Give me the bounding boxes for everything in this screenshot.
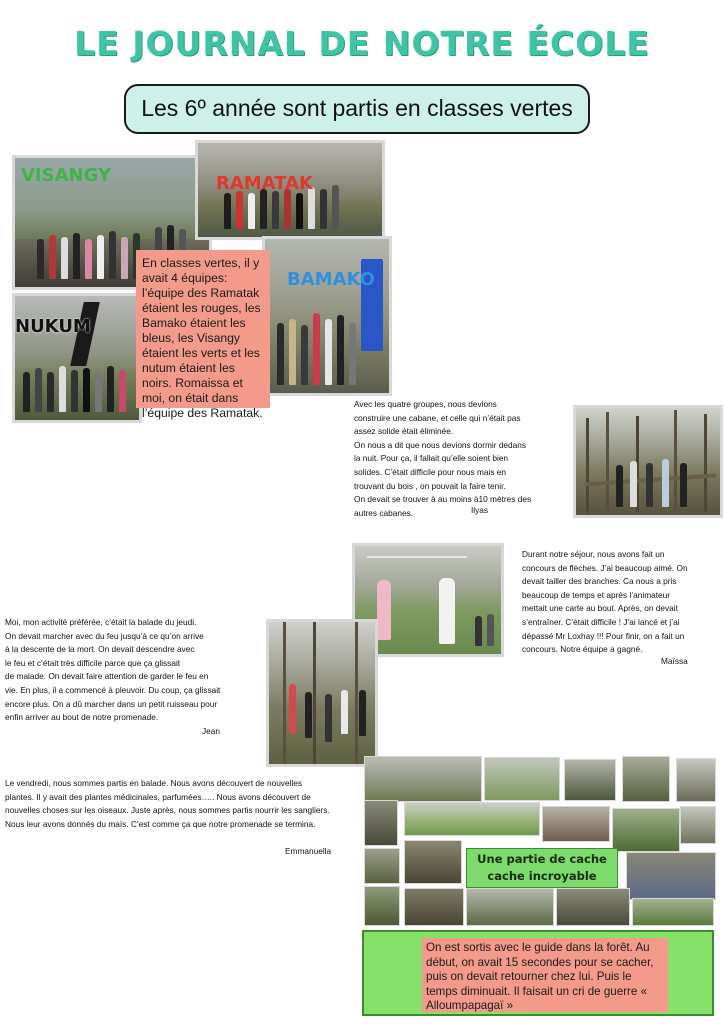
article-maissa — [522, 548, 722, 657]
text-line: construire une cabane, et celle qui n’était pas — [354, 412, 521, 423]
guide-story-text: On est sortis avec le guide dans la forêt. Au début, on avait 15 secondes pour se cacher, puis on devait retourner chez lui. Puis le temps diminuait. Il faisait un cri de guerre « Alloumpapagaï » — [422, 938, 668, 1012]
text-line: concours. Notre équipe a gagné. — [522, 644, 643, 655]
text-line: encore plus. On a dû marcher dans un petit ruisseau pour — [5, 698, 218, 709]
text-line: devait tailler des branches. Ca nous a pris — [522, 576, 677, 587]
text-line: solides. C’était difficile pour nous mais en — [354, 466, 507, 477]
photo-team-bamako — [262, 236, 392, 396]
author-emmanuella: Emmanuella — [285, 846, 332, 856]
text-line: trouvant du bois , on pouvait la faire tenir. — [354, 480, 506, 491]
article-headline: Les 6º année sont partis en classes vertes — [124, 84, 590, 134]
collage-photo — [484, 757, 560, 801]
photo-cabin — [573, 405, 723, 518]
text-line: vie. En plus, il a commencé à pleuvoir. Du coup, ça glissait — [5, 684, 221, 695]
photo-forest-walk — [266, 619, 378, 767]
text-line: nouvelles choses sur les oiseaux. Juste après, nous sommes partis nourrir les sangliers. — [5, 805, 330, 816]
text-line: Nous leur avons donnés du maïs. C’est comme ça que notre promenade se termina. — [5, 818, 316, 829]
text-line: la nuit. Pour ça, il fallait qu’elle soient bien — [354, 453, 509, 464]
collage-photo — [364, 756, 482, 802]
teams-description-box — [136, 250, 270, 420]
author-maissa: Maïssa — [661, 656, 688, 666]
text-line: plantes. Il y avait des plantes médicinales, parfumées….. Nous avons découvert de — [5, 791, 311, 802]
article-jean — [5, 616, 260, 725]
article-ilyas — [354, 398, 579, 520]
collage-photo — [364, 800, 398, 846]
collage-photo — [364, 848, 400, 884]
text-line: Avec les quatre groupes, nous devions — [354, 399, 497, 409]
text-line: Durant notre séjour, nous avons fait un — [522, 549, 665, 559]
photo-team-ramatak — [195, 140, 385, 240]
text-line: de malade. On devait faire attention de garder le feu en — [5, 671, 209, 682]
text-line: à la descente de la mort. On devait descendre avec — [5, 644, 195, 655]
collage-photo — [556, 888, 630, 926]
collage-photo — [632, 898, 714, 926]
text-line: Moi, mon activité préférée, c’était la balade du jeudi. — [5, 617, 197, 627]
text-line: le feu et c’était très difficile parce que ça glissait — [5, 657, 181, 668]
article-emmanuella — [5, 777, 360, 831]
collage-photo — [680, 806, 716, 844]
text-line: enfin arriver au bout de notre promenade. — [5, 712, 159, 723]
text-line: beaucoup de temps et après l’animateur — [522, 589, 671, 600]
collage-photo — [404, 888, 464, 926]
collage-photo — [676, 758, 716, 802]
page-title: LE JOURNAL DE NOTRE ÉCOLE — [74, 24, 650, 63]
text-line: s’entraîner. C’était difficile ! J’ai lancé et j’ai — [522, 616, 680, 627]
collage-photo — [612, 808, 680, 852]
collage-photo — [404, 802, 540, 836]
author-ilyas: Ilyas — [471, 505, 489, 515]
team-label-nukum: NUKUM — [15, 316, 91, 337]
collage-photo — [466, 888, 554, 926]
collage-photo — [364, 886, 400, 926]
collage-photo — [564, 759, 616, 801]
text-line: autres cabanes. — [354, 507, 414, 518]
text-line: assez solide était éliminée. — [354, 426, 454, 437]
text-line: On nous a dit que nous devions dormir dedans — [354, 439, 527, 450]
team-label-bamako: BAMAKO — [287, 269, 375, 290]
text-line: concours de flèches. J’ai beaucoup aimé. On — [522, 562, 688, 573]
text-line: mettait une carte au bout. Après, on devait — [522, 603, 678, 614]
text-line: On devait se trouver à au moins à10 mètres des — [354, 494, 532, 505]
team-label-ramatak: RAMATAK — [216, 173, 313, 194]
photo-team-nukum — [12, 293, 142, 423]
teams-description-text: En classes vertes, il y avait 4 équipes: l’équipe des Ramatak étaient les rouges, les Bamako étaient les bleus, les Visangy étaient les verts et les nutum étaient les noirs. Romaissa et moi, on était dans l’équipe des Ramatak. — [142, 256, 263, 420]
collage-photo — [542, 806, 610, 842]
collage-photo — [622, 756, 670, 802]
team-label-visangy: VISANGY — [21, 165, 111, 186]
collage-photo — [404, 840, 462, 884]
guide-story-box — [362, 930, 714, 1016]
hide-and-seek-label: Une partie de cache cache incroyable — [466, 848, 618, 888]
text-line: Le vendredi, nous sommes partis en balade. Nous avons découvert de nouvelles — [5, 778, 303, 788]
text-line: On devait marcher avec du feu jusqu’à ce qu’on arrive — [5, 630, 204, 641]
text-line: dépassé Mr Loxhay !!! Pour finir, on a fait un — [522, 630, 685, 641]
collage-photo — [626, 852, 716, 900]
author-jean: Jean — [202, 726, 220, 736]
